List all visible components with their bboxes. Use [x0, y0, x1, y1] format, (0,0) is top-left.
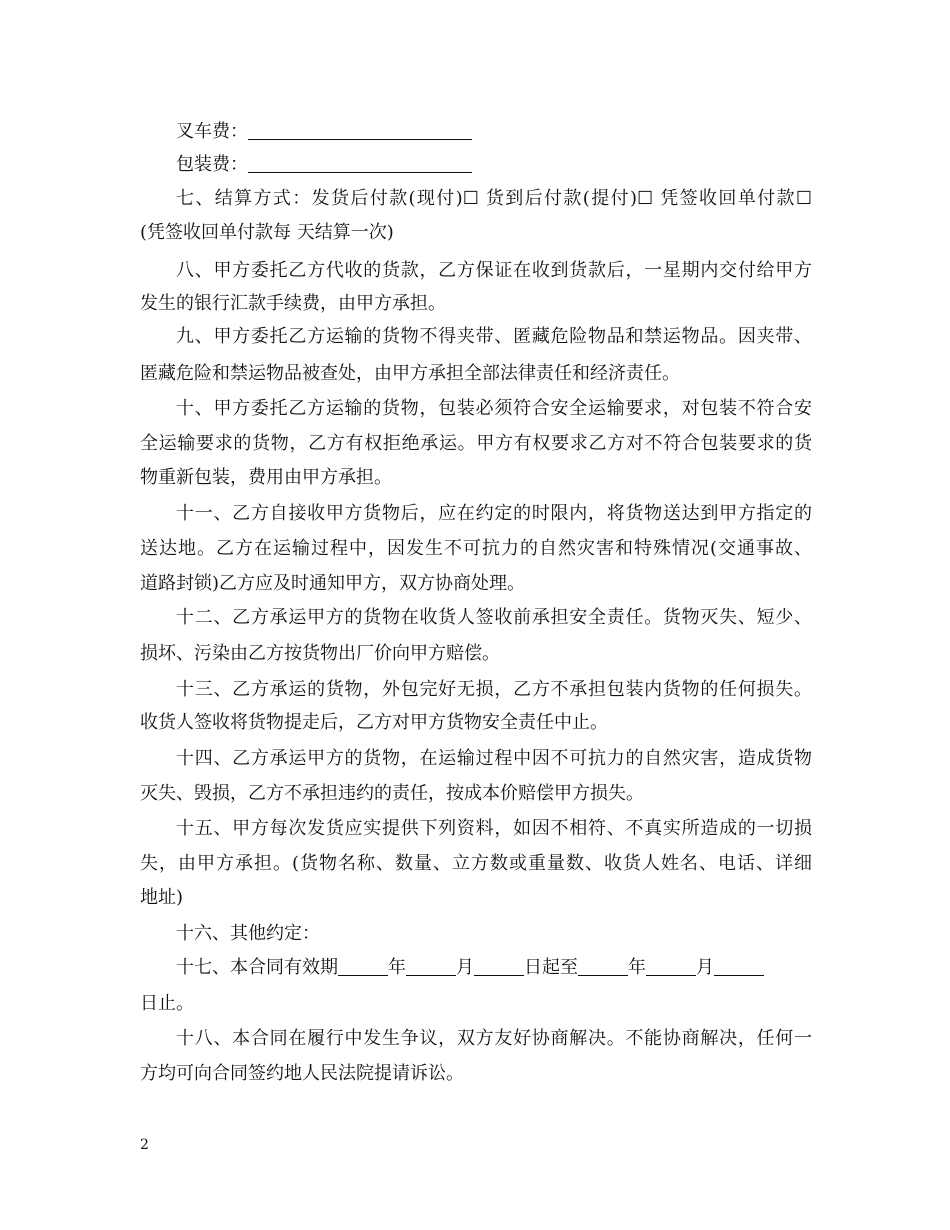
start-year-blank	[338, 957, 388, 976]
packing-fee-blank	[248, 154, 472, 173]
clause-9-line-2: 匿藏危险和禁运物品被查处，由甲方承担全部法律责任和经济责任。	[140, 363, 680, 384]
clause-13-line-2: 收货人签收将货物提走后，乙方对甲方货物安全责任中止。	[140, 712, 608, 733]
start-month-blank	[406, 957, 456, 976]
clause-16: 十六、其他约定：	[176, 923, 320, 944]
clause-11-line-2: 送达地。乙方在运输过程中，因发生不可抗力的自然灾害和特殊情况(交通事故、	[140, 538, 812, 559]
clause-8-line-2: 发生的银行汇款手续费，由甲方承担。	[140, 293, 446, 314]
clause-18-line-1: 十八、本合同在履行中发生争议，双方友好协商解决。不能协商解决，任何一	[176, 1028, 812, 1049]
end-day-blank	[714, 957, 764, 976]
forklift-fee-line	[176, 120, 812, 144]
clause-10-line-2: 全运输要求的货物，乙方有权拒绝承运。甲方有权要求乙方对不符合包装要求的货	[140, 433, 812, 454]
start-day-to-label: 日起至	[524, 957, 578, 978]
clause-14-line-2: 灭失、毁损，乙方不承担违约的责任，按成本价赔偿甲方损失。	[140, 783, 644, 804]
clause-17-line-1	[176, 956, 812, 980]
packing-fee-line	[176, 153, 812, 177]
clause-7-line-1: 七、结算方式：发货后付款(现付)☐ 货到后付款(提付)☐ 凭签收回单付款☐	[176, 188, 812, 209]
end-year-blank	[578, 957, 628, 976]
clause-15-line-1: 十五、甲方每次发货应实提供下列资料，如因不相符、不真实所造成的一切损	[176, 818, 812, 839]
clause-7-line-2: (凭签收回单付款每 天结算一次)	[140, 222, 394, 243]
clause-10-line-1: 十、甲方委托乙方运输的货物，包装必须符合安全运输要求，对包装不符合安	[176, 398, 812, 419]
forklift-fee-blank	[248, 121, 472, 140]
clause-9-line-1: 九、甲方委托乙方运输的货物不得夹带、匿藏危险物品和禁运物品。因夹带、	[176, 326, 812, 347]
end-year-label: 年	[628, 957, 646, 978]
clause-15-line-2: 失，由甲方承担。(货物名称、数量、立方数或重量数、收货人姓名、电话、详细	[140, 853, 812, 874]
clause-17-line-2: 日止。	[140, 993, 194, 1014]
clause-18-line-2: 方均可向合同签约地人民法院提请诉讼。	[140, 1063, 464, 1084]
clause-17-prefix: 十七、本合同有效期	[176, 957, 338, 978]
start-month-label: 月	[456, 957, 474, 978]
clause-13-line-1: 十三、乙方承运的货物，外包完好无损，乙方不承担包装内货物的任何损失。	[176, 679, 812, 700]
clause-10-line-3: 物重新包装，费用由甲方承担。	[140, 467, 392, 488]
clause-11-line-3: 道路封锁)乙方应及时通知甲方，双方协商处理。	[140, 573, 526, 594]
clause-15-line-3: 地址)	[140, 887, 184, 908]
packing-fee-label: 包装费：	[176, 154, 248, 175]
clause-14-line-1: 十四、乙方承运甲方的货物，在运输过程中因不可抗力的自然灾害，造成货物	[176, 748, 812, 769]
end-month-blank	[646, 957, 696, 976]
clause-12-line-2: 损坏、污染由乙方按货物出厂价向甲方赔偿。	[140, 643, 500, 664]
clause-11-line-1: 十一、乙方自接收甲方货物后，应在约定的时限内，将货物送达到甲方指定的	[176, 503, 812, 524]
clause-8-line-1: 八、甲方委托乙方代收的货款，乙方保证在收到货款后，一星期内交付给甲方	[176, 260, 812, 281]
start-day-blank	[474, 957, 524, 976]
clause-12-line-1: 十二、乙方承运甲方的货物在收货人签收前承担安全责任。货物灭失、短少、	[176, 607, 812, 628]
page-number: 2	[140, 1137, 149, 1153]
end-month-label: 月	[696, 957, 714, 978]
forklift-fee-label: 叉车费：	[176, 121, 248, 142]
start-year-label: 年	[388, 957, 406, 978]
